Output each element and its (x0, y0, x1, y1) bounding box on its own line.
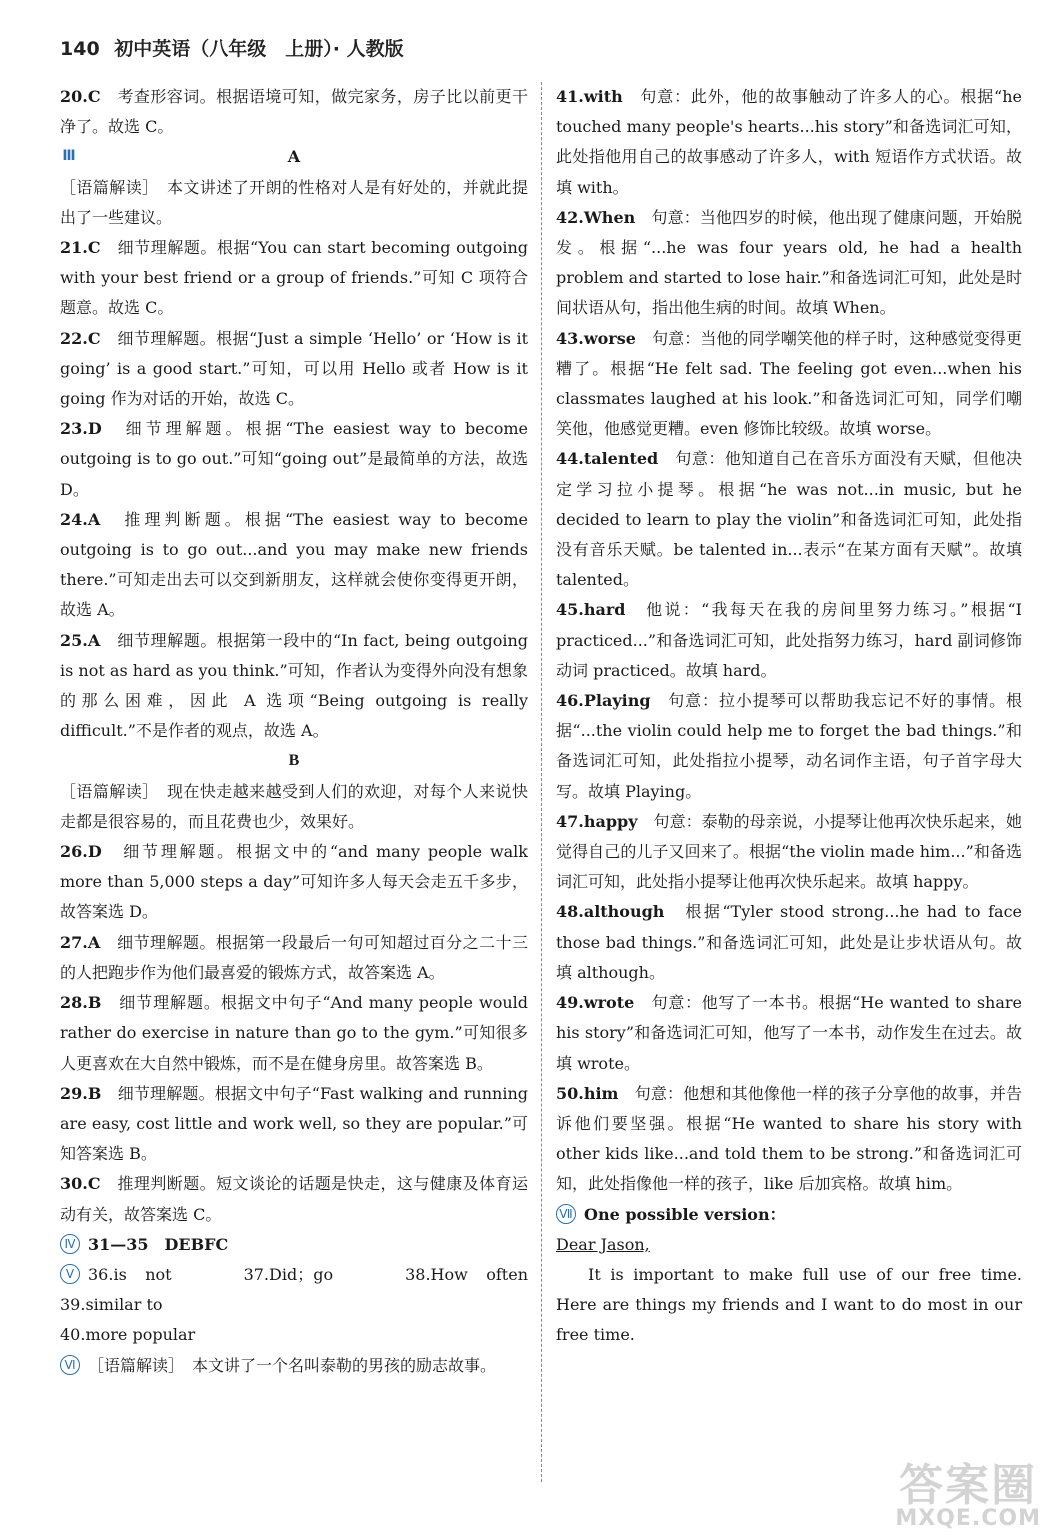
answer-item (556, 203, 1022, 324)
answer-explanation: 句意：此外，他的故事触动了许多人的心。根据“he touched many people's hearts...his story”和备选词汇可知，此处指他用自己的故事感动了许多人，with 短语作方式状语。故填 with。 (556, 87, 1022, 197)
answer-number: 26.D (60, 842, 102, 862)
salutation-row (556, 1230, 1022, 1260)
letter-salutation: Dear Jason, (556, 1234, 650, 1254)
answer-explanation: 细节理解题。根据文中句子“Fast walking and running are easy, cost little and work well, so they are popular.”可知答案选 B。 (60, 1083, 528, 1164)
section-text: ［语篇解读］ 本文讲了一个名叫泰勒的男孩的励志故事。 (88, 1355, 497, 1375)
answer-number: 49.wrote (556, 993, 635, 1013)
answer-item (60, 928, 528, 988)
section-number-icon: Ⅲ (62, 148, 76, 165)
answer-item (556, 988, 1022, 1079)
answer-explanation: 句意：拉小提琴可以帮助我忘记不好的事情。根据“...the violin could help me to forget the bad things.”和备选词汇可知，此处指拉小提琴，动名词作主语，句子首字母大写。故填 Playing。 (556, 691, 1022, 801)
section-text: One possible version： (584, 1204, 786, 1224)
section-row (60, 1230, 528, 1260)
answer-explanation: 细节理解题。根据第一段最后一句可知超过百分之二十三的人把跑步作为他们最喜爱的锻炼方式，故答案选 A。 (60, 932, 528, 982)
paragraph: ［语篇解读］ 现在快走越来越受到人们的欢迎，对每个人来说快走都是很容易的，而且花费也少，效果好。 (60, 781, 528, 831)
answer-explanation: 句意：当他四岁的时候，他出现了健康问题，开始脱发。根据“...he was four years old, he had a health problem and started to lose hair.”和备选词汇可知，此处是时间状语从句，指出他生病的时间。故填 When。 (556, 207, 1022, 318)
answer-item (60, 324, 528, 415)
section-row (556, 1200, 1022, 1230)
answer-item (60, 626, 528, 747)
answer-number: 42.When (556, 207, 636, 227)
answer-explanation: 他说：“我每天在我的房间里努力练习。”根据“I practiced...”和备选词汇可知，此处指努力练习，hard 副词修饰动词 practiced。故填 hard。 (556, 600, 1022, 680)
section-heading-row (60, 142, 528, 172)
answer-number: 46.Playing (556, 691, 651, 711)
answer-item (556, 897, 1022, 988)
answer-item (60, 414, 528, 505)
page-number: 140 (60, 38, 100, 60)
section-number-icon: Ⅴ (60, 1264, 80, 1284)
answer-item (556, 686, 1022, 807)
section-number-icon: Ⅵ (60, 1355, 80, 1375)
right-column (556, 82, 1022, 1351)
left-column (60, 82, 561, 1381)
answer-explanation: 细节理解题。根据“The easiest way to become outgoing is to go out.”可知“going out”是最简单的方法，故选 D。 (60, 419, 528, 499)
answer-explanation: 句意：泰勒的母亲说，小提琴让他再次快乐起来，她觉得自己的儿子又回来了。根据“the violin made him...”和备选词汇可知，此处指小提琴让他再次快乐起来。故填 happy。 (556, 811, 1022, 892)
answer-item (556, 595, 1022, 686)
answer-number: 47.happy (556, 811, 638, 831)
answer-explanation: 句意：他写了一本书。根据“He wanted to share his story”和备选词汇可知，他写了一本书，动作发生在过去。故填 wrote。 (556, 993, 1022, 1073)
answer-item (60, 988, 528, 1079)
section-number-icon: Ⅳ (60, 1234, 80, 1254)
section-text: 36.is not 37.Did；go 38.How often 39.similar to (60, 1264, 561, 1315)
answer-number: 22.C (60, 328, 101, 348)
answer-number: 29.B (60, 1083, 102, 1103)
answer-explanation: 细节理解题。根据第一段中的“In fact, being outgoing is not as hard as you think.”可知，作者认为变得外向没有想象的那么困难，因此 A 选项“Being outgoing is really difficult.”不是作者的观点，故选 A。 (60, 630, 528, 741)
answer-explanation: 句意：他想和其他像他一样的孩子分享他的故事，并告诉他们要坚强。根据“He wanted to share his story with other kids like...and told them to be strong.”和备选词汇可知，此处指像他一样的孩子，like 后加宾格。故填 him。 (556, 1083, 1022, 1194)
answer-explanation: 推理判断题。短文谈论的话题是快走，这与健康及体育运动有关，故答案选 C。 (60, 1174, 528, 1224)
answer-number: 21.C (60, 238, 101, 258)
answer-item (556, 444, 1022, 595)
answer-explanation: 细节理解题。根据文中的“and many people walk more than 5,000 steps a day”可知许多人每天会走五千多步，故答案选 D。 (60, 842, 528, 922)
answer-item (556, 1079, 1022, 1200)
letter-body: It is important to make full use of our free time. Here are things my friends and I want to do most in our free time. (556, 1264, 1022, 1345)
section-number-icon: Ⅶ (556, 1204, 576, 1224)
answer-explanation: 句意：他知道自己在音乐方面没有天赋，但他决定学习拉小提琴。根据“he was not...in music, but he decided to learn to play the violin”和备选词汇可知，此处指没有音乐天赋。be talented in...表示“在某方面有天赋”。故填 talented。 (556, 449, 1022, 590)
section-row (60, 1260, 561, 1320)
answer-number: 44.talented (556, 449, 659, 469)
answer-number: 28.B (60, 993, 102, 1013)
book-title: 初中英语（八年级 上册）· 人教版 (114, 38, 404, 60)
answer-number: 23.D (60, 419, 102, 439)
answer-explanation: 细节理解题。根据文中句子“And many people would rather do exercise in nature than go to the gym.”可知很多人更喜欢在大自然中锻炼，而不是在健身房里。故答案选 B。 (60, 993, 528, 1073)
answer-item (556, 82, 1022, 203)
passage-heading: B (288, 752, 300, 770)
answer-explanation: 根据“Tyler stood strong...he had to face those bad things.”和备选词汇可知，此处是让步状语从句。故填 although。 (556, 902, 1022, 982)
paragraph: 40.more popular (60, 1325, 196, 1345)
answer-number: 24.A (60, 509, 101, 529)
answer-explanation: 细节理解题。根据“Just a simple ‘Hello’ or ‘How is it going’ is a good start.”可知，可以用 Hello 或者 How is it going 作为对话的开始，故选 C。 (60, 328, 528, 409)
answer-number: 45.hard (556, 600, 626, 620)
watermark-url: MXQE.COM (895, 1506, 1041, 1531)
answer-number: 25.A (60, 630, 101, 650)
answer-item (60, 837, 528, 928)
passage-heading: A (287, 147, 301, 167)
page-header (60, 34, 404, 61)
answer-number: 43.worse (556, 328, 636, 348)
answer-number: 30.C (60, 1174, 101, 1194)
section-row (60, 1351, 528, 1381)
answer-number: 48.although (556, 902, 665, 922)
answer-item (60, 233, 528, 324)
answer-item (60, 1169, 528, 1229)
answer-item (556, 807, 1022, 898)
answer-item (60, 505, 528, 626)
answer-explanation: 细节理解题。根据“You can start becoming outgoing with your best friend or a group of friends.”可知 C 项符合题意。故选 C。 (60, 238, 528, 318)
answer-number: 50.him (556, 1083, 619, 1103)
answer-number: 20.C (60, 87, 101, 106)
watermark-text: 答案圈 (899, 1460, 1038, 1511)
answer-item (556, 324, 1022, 445)
answer-number: 27.A (60, 932, 101, 952)
watermark-logo (895, 1460, 1041, 1531)
answer-item (60, 82, 528, 142)
answer-explanation: 推理判断题。根据“The easiest way to become outgoing is to go out...and you may make new friends there.”可知走出去可以交到新朋友，这样就会使你变得更开朗，故选 A。 (60, 509, 528, 620)
section-text: 31—35 DEBFC (88, 1234, 229, 1254)
paragraph: ［语篇解读］ 本文讲述了开朗的性格对人是有好处的，并就此提出了一些建议。 (60, 177, 528, 227)
answer-item (60, 1079, 528, 1170)
answer-number: 41.with (556, 87, 623, 106)
answer-explanation: 句意：当他的同学嘲笑他的样子时，这种感觉变得更糟了。根据“He felt sad. The feeling got even...when his classmates laughed at his look.”和备选词汇可知，同学们嘲笑他，他感觉更糟。even 修饰比较级。故填 worse。 (556, 328, 1022, 439)
answer-explanation: 考查形容词。根据语境可知，做完家务，房子比以前更干净了。故选 C。 (60, 87, 528, 137)
